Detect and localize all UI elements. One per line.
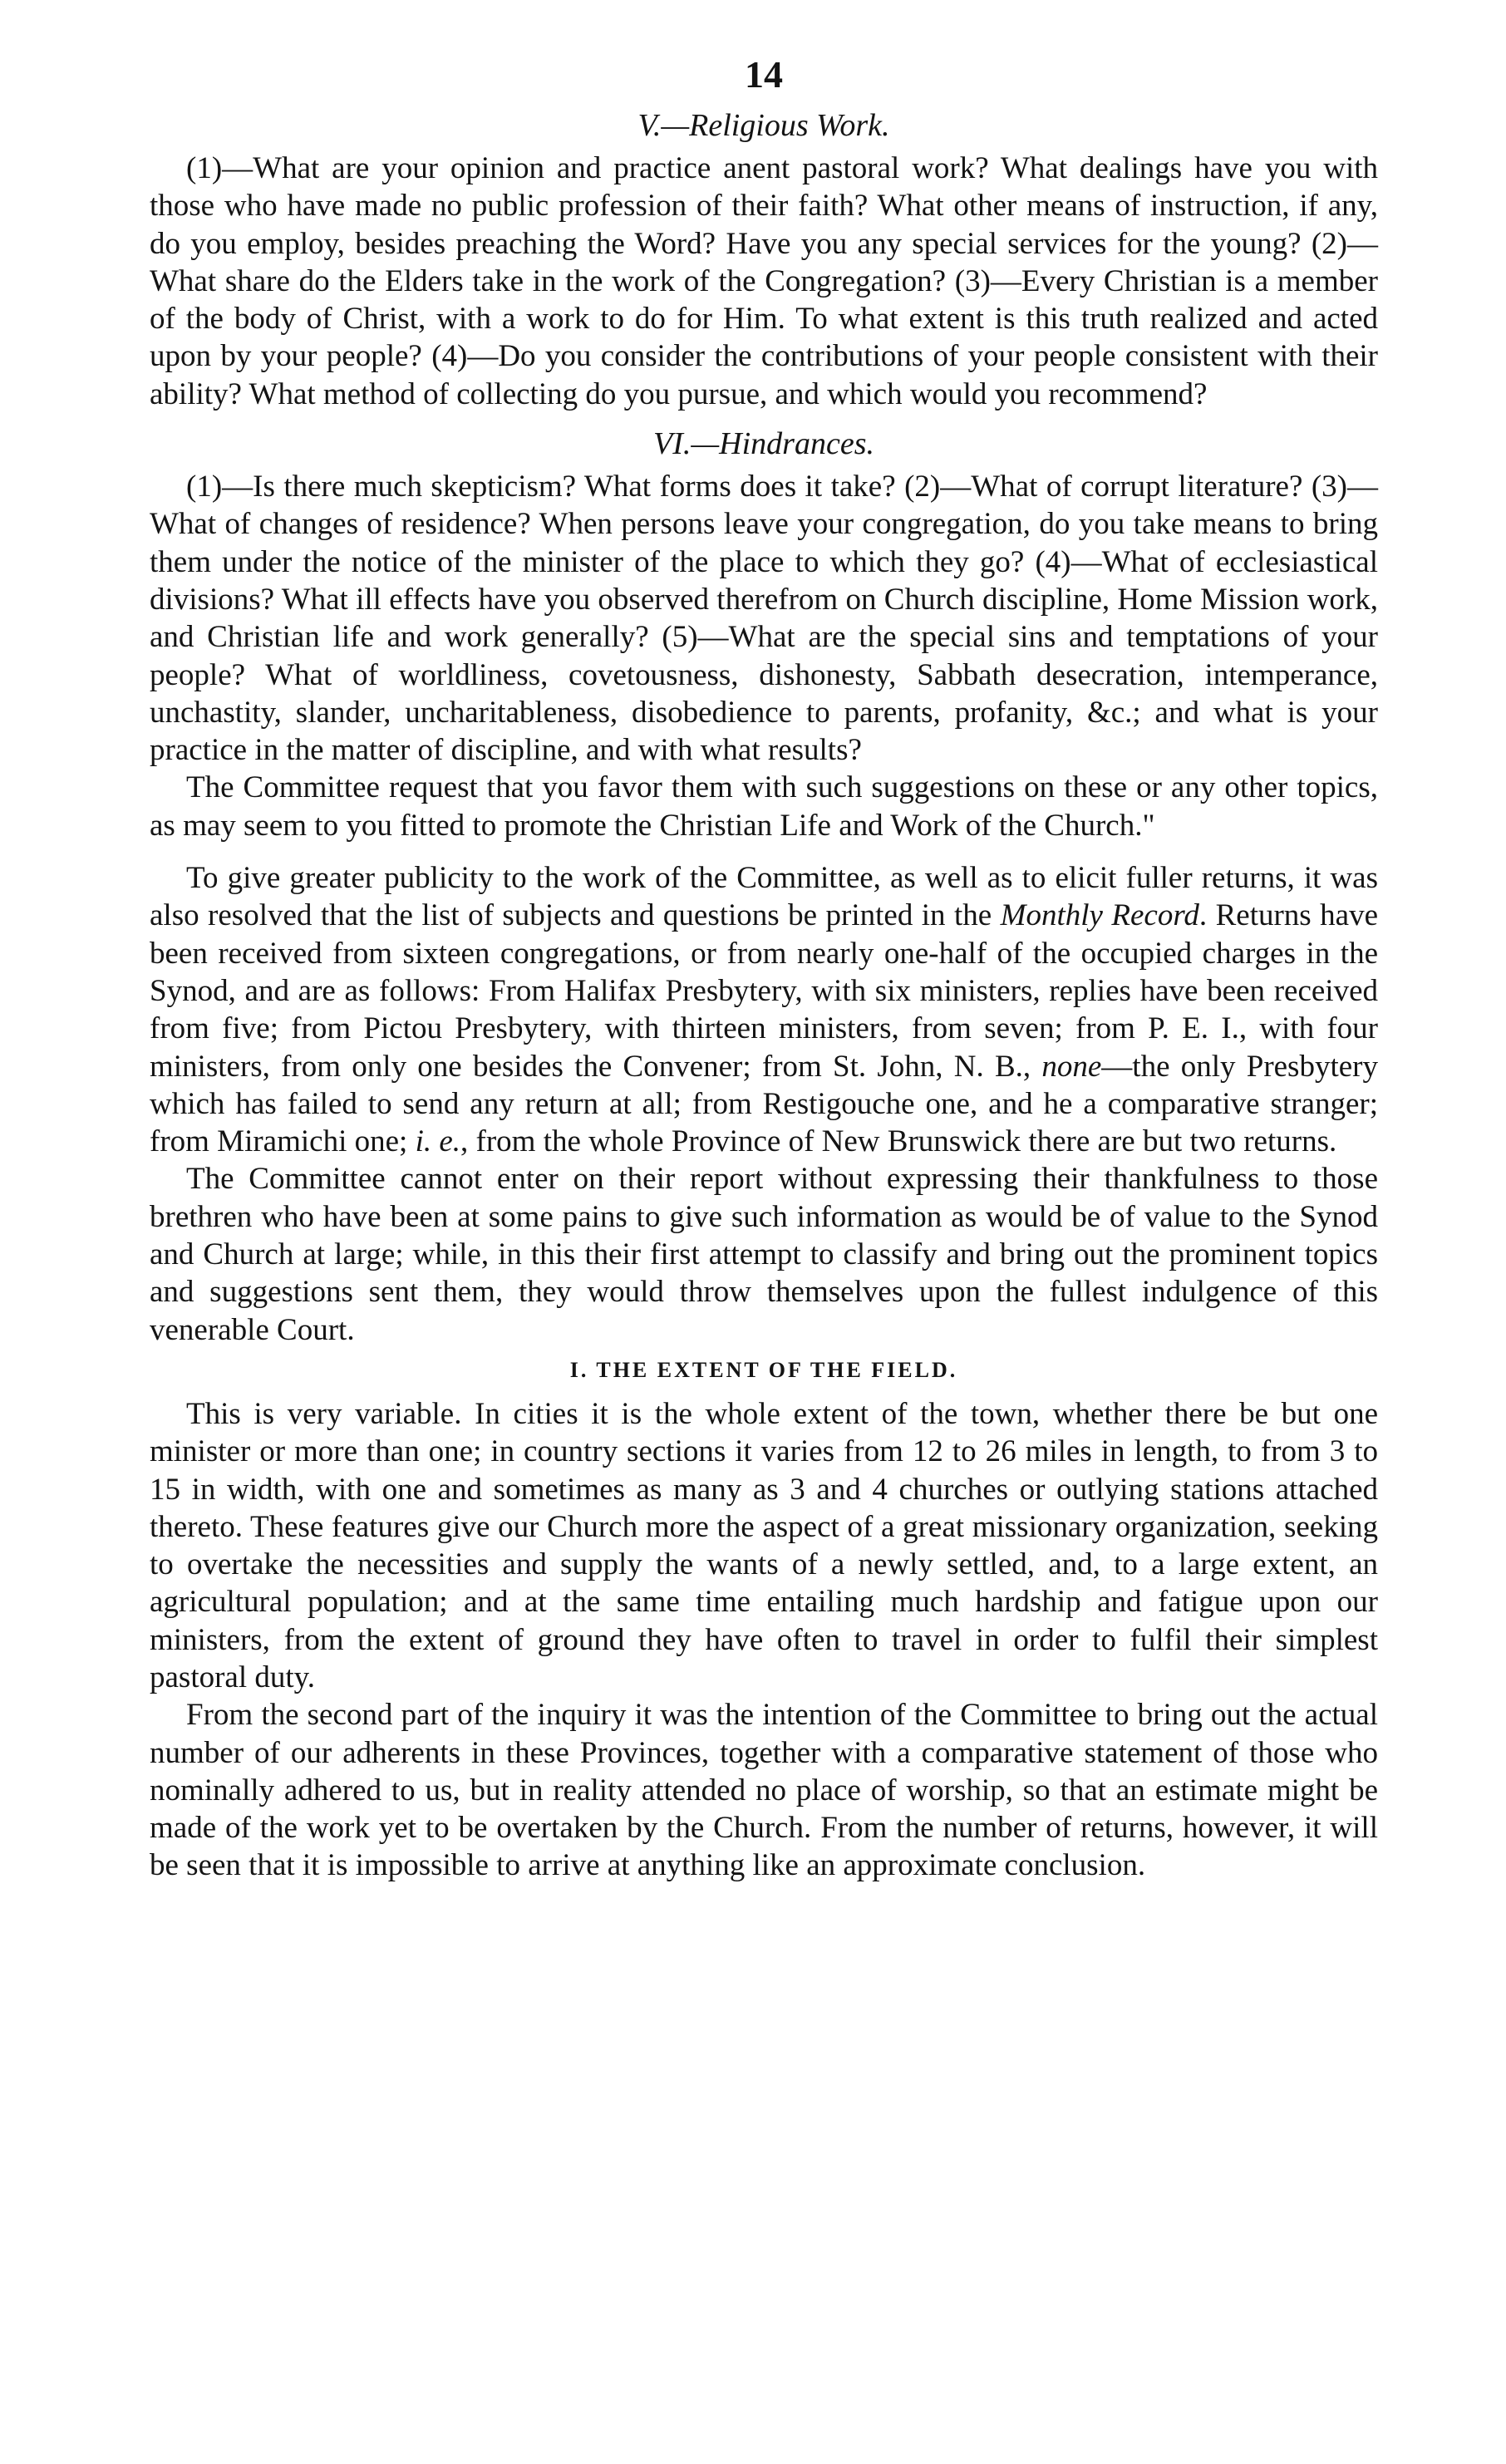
paragraph-extent-variable: This is very variable. In cities it is the whole extent of the town, whether there be but one minister or more than one; in country sections it varies from 12 to 26 miles in length, to from 3 to 15 in width, with one and sometimes as many as 3 and 4 churches or outlying stations attached thereto. These features give our Church more the aspect of a great missionary organization, seeking to overtake the necessities and supply the wants of a newly settled, and, to a large extent, an agricultural population; and at the same time entailing much hardship and fatigue upon our ministers, from the extent of ground they have often to travel in order to fulfil their simplest pastoral duty. (150, 1396, 1378, 1694)
monthly-record-title: Monthly Record (1000, 898, 1199, 933)
paragraph-publicity (150, 859, 1378, 1160)
publicity-text-4: , from the whole Province of New Brunswick there are but two returns. (460, 1124, 1337, 1159)
page-number: 14 (745, 53, 783, 96)
paragraph-thankfulness: The Committee cannot enter on their report without expressing their thankfulness to those brethren who have been at some pains to give such information as would be of value to the Synod and Church at large; while, in this their first attempt to classify and bring out the prominent topics and suggestions sent them, they would throw themselves upon the fullest indulgence of this venerable Court. (150, 1162, 1378, 1347)
publicity-text-3: —the only Presbytery which has failed to send any return at all; from Restigouche one, and he a comparative stranger; from Miramichi one; (150, 1049, 1378, 1159)
heading-hindrances: VI.—Hindrances. (653, 426, 874, 462)
paragraph-religious-work-questions: (1)—What are your opinion and practice anent pastoral work? What dealings have you with those who have made no public profession of their faith? What other means of instruction, if any, do you employ, besides preaching the Word? Have you any special services for the young? (2)—What share do the Elders take in the work of the Congregation? (3)—Every Christian is a member of the body of Christ, with a work to do for Him. To what extent is this truth realized and acted upon by your people? (4)—Do you consider the contributions of your people consistent with their ability? What method of collecting do you pursue, and which would you recommend? (150, 151, 1378, 411)
publicity-text-2: . Returns have been received from sixteen congregations, or from nearly one-half of the occupied charges in the Synod, and are as follows: From Halifax Presbytery, with six ministers, replies have been received from five; from Pictou Presbytery, with thirteen ministers, from seven; from P. E. I., with four ministers, from only one besides the Convener; from St. John, N. B., (150, 898, 1378, 1084)
paragraph-second-inquiry: From the second part of the inquiry it was the intention of the Committee to bring out the actual number of our adherents in these Provinces, together with a comparative statement of those who nominally adhered to us, but in reality attended no place of worship, so that an estimate might be made of the work yet to be overtaken by the Church. From the number of returns, however, it will be seen that it is impossible to arrive at anything like an approximate conclusion. (150, 1698, 1378, 1883)
publicity-ie: i. e. (415, 1124, 461, 1159)
paragraph-committee-request: The Committee request that you favor them with such suggestions on these or any other topics, as may seem to you fitted to promote the Christian Life and Work of the Church." (150, 770, 1378, 843)
heading-extent-of-field: I. THE EXTENT OF THE FIELD. (569, 1357, 958, 1382)
heading-religious-work: V.—Religious Work. (637, 108, 890, 143)
paragraph-hindrances-questions: (1)—Is there much skepticism? What forms does it take? (2)—What of corrupt literature? (3)—What of changes of residence? When persons leave your congregation, do you take means to bring them under the notice of the minister of the place to which they go? (4)—What of ecclesiastical divisions? What ill effects have you observed therefrom on Church discipline, Home Mission work, and Christian life and work generally? (5)—What are the special sins and temptations of your people? What of worldliness, covetousness, dishonesty, Sabbath desecration, intemperance, unchastity, slander, uncharitableness, disobedience to parents, profanity, &c.; and what is your practice in the matter of discipline, and with what results? (150, 470, 1378, 768)
publicity-text-1: To give greater publicity to the work of the Committee, as well as to elicit fuller returns, it was also resolved that the list of subjects and questions be printed in the (150, 861, 1378, 933)
document-page (150, 52, 1378, 1885)
publicity-none: none (1041, 1049, 1102, 1084)
